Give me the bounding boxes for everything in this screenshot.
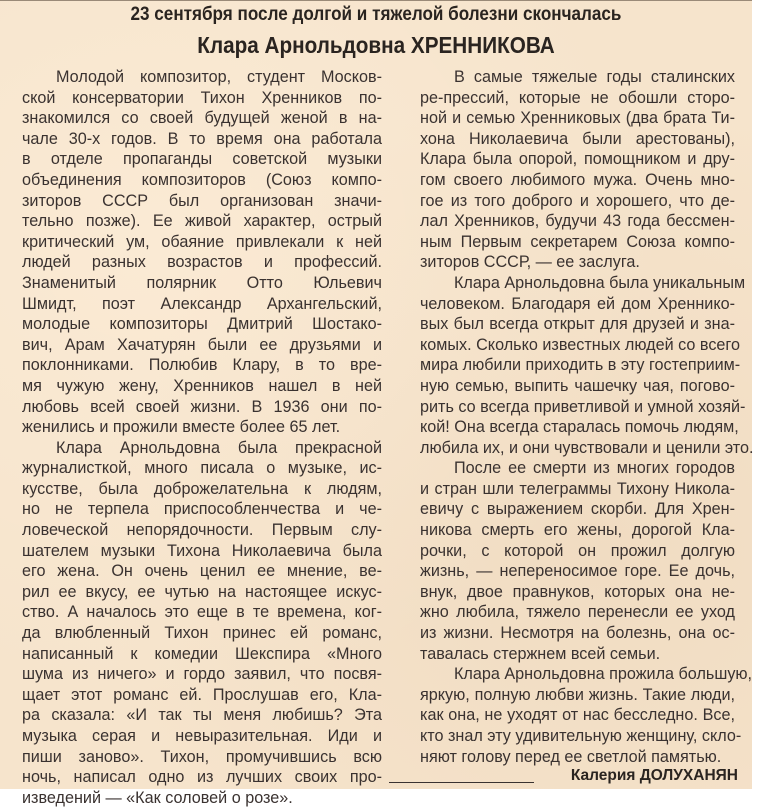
- text-line: тельно позже). Ее живой характер, острый: [22, 212, 382, 231]
- text-line: ловеческой непорядочности. Первым слу-: [22, 521, 382, 540]
- text-line: тавалась стержнем всей семьи.: [420, 644, 661, 663]
- text-line: поклонниками. Полюбив Клару, в то вре-: [22, 356, 382, 375]
- text-line: критический ум, обаяние привлекали к ней: [22, 232, 382, 251]
- text-line: щает этот романс ей. Прослушав его, Кла-: [22, 685, 382, 704]
- text-line: чале 30-х годов. В то время она работала: [22, 129, 382, 148]
- paragraph: [420, 664, 753, 767]
- text-line: рочки, с которой он прожил долгую: [420, 541, 735, 560]
- author-first-name: Калерия: [570, 767, 636, 784]
- text-line: Клара Арнольдовна прожила большую,: [454, 665, 753, 684]
- paragraph: [420, 67, 735, 273]
- text-line: из жизни. Несмотря на болезнь, она ос-: [420, 624, 735, 643]
- text-line: вых был всегда открыт для друзей и зна-: [420, 315, 735, 334]
- text-line: шума из ничего» и гордо заявил, что посвя-: [22, 665, 382, 684]
- text-line: ской консерватории Тихон Хренников по-: [22, 88, 382, 107]
- text-line: Клара Арнольдовна была прекрасной: [56, 438, 382, 457]
- text-line: ре-прессий, которые не обошли сторо-: [420, 88, 735, 107]
- author-last-name: ДОЛУХАНЯН: [639, 767, 738, 784]
- text-line: его жена. Он очень ценил ее мнение, ве-: [22, 562, 382, 581]
- text-line: лал Хренников, будучи 43 года бессмен-: [420, 212, 735, 231]
- text-line: хона Николаевича были арестованы),: [420, 129, 735, 148]
- text-line: мира любили приходить в эту гостеприим-: [420, 356, 741, 375]
- article-kicker: 23 сентября после долгой и тяжелой болезни скончалась: [130, 4, 622, 25]
- text-line: ной и семью Хренниковых (два брата Ти-: [420, 109, 735, 128]
- text-line: женились и прожили вместе более 65 лет.: [22, 418, 341, 437]
- author-name: [571, 767, 738, 785]
- text-line: евичу с выражением скорби. Для Хрен-: [420, 500, 735, 519]
- text-line: Клара Арнольдовна была уникальным: [454, 273, 746, 292]
- text-line: Клара была опорой, помощником и дру-: [420, 150, 735, 169]
- paragraph: [420, 458, 735, 664]
- text-line: вич, Арам Хачатурян были ее друзьями и: [22, 335, 382, 354]
- text-line: кто знал эту удивительную женщину, скло-: [420, 727, 742, 745]
- text-line: музыка серая и невыразительная. Иди и: [22, 727, 382, 745]
- text-line: мя чужую жену, Хренников нашел в ней: [22, 376, 382, 395]
- text-line: любовь всей своей жизни. В 1936 они по-: [22, 397, 382, 416]
- text-line: ство. А началось это еще в те времена, ког-: [22, 603, 382, 622]
- text-line: журналисткой, много писала о музыке, ис-: [22, 459, 382, 478]
- text-line: человеком. Благодаря ей дом Хреннико-: [420, 294, 735, 313]
- paragraph: [420, 273, 754, 458]
- text-line: рить со всегда приветливой и умной хозяй-: [420, 397, 746, 416]
- text-line: Знаменитый полярник Отто Юльевич: [22, 273, 382, 292]
- text-line: изведений — «Как соловей о розе».: [22, 788, 293, 807]
- text-line: яркую, полную любви жизнь. Такие люди,: [420, 685, 735, 704]
- text-line: людей разных возрастов и профессий.: [22, 253, 382, 272]
- text-line: да влюбленный Тихон принес ей романс,: [22, 624, 382, 643]
- signature: [383, 767, 738, 789]
- text-line: молодые композиторы Дмитрий Шостако-: [22, 315, 382, 334]
- text-line: гое из того доброго и хорошего, что де-: [420, 191, 735, 210]
- text-line: объединения композиторов (Союз компо-: [22, 170, 382, 189]
- text-line: кусстве, была доброжелательна к людям,: [22, 479, 382, 498]
- text-line: ра сказала: «И так ты меня любишь? Эта: [22, 706, 382, 725]
- left-column: [22, 67, 382, 808]
- text-line: но не терпела приспособленчества и че-: [22, 500, 382, 519]
- text-line: как она, не уходят от нас бесследно. Все,: [420, 706, 735, 725]
- text-line: После ее смерти из многих городов: [454, 459, 735, 478]
- text-line: ную семью, выпить чашечку чая, погово-: [420, 376, 735, 395]
- signature-rule: [389, 782, 534, 783]
- text-line: любила их, и они чувствовали и ценили это.: [420, 438, 754, 457]
- text-line: шателем музыки Тихона Николаевича была: [22, 541, 382, 560]
- text-line: никова смерть его жены, дорогой Кла-: [420, 521, 735, 540]
- right-column: [420, 67, 754, 767]
- text-line: няют голову перед ее светлой памятью.: [420, 747, 722, 766]
- text-line: внук, двое правнуков, которых она не-: [420, 582, 735, 601]
- text-line: в отделе пропаганды советской музыки: [22, 150, 382, 169]
- text-line: комых. Сколько известных людей со всего: [420, 335, 740, 354]
- paragraph: [22, 67, 382, 438]
- text-line: и стран шли телеграммы Тихону Никола-: [420, 479, 735, 498]
- text-line: Молодой композитор, студент Москов-: [56, 68, 382, 86]
- text-line: знакомился со своей будущей женой в на-: [22, 109, 382, 128]
- text-line: зиторов СССР был организован значи-: [22, 191, 382, 210]
- article-title: Клара Арнольдовна ХРЕННИКОВА: [197, 32, 555, 58]
- text-line: пиши заново». Тихон, промучившись всю: [22, 747, 382, 766]
- text-line: зиторов СССР, — ее заслуга.: [420, 253, 640, 272]
- text-line: написанный к комедии Шекспира «Много: [22, 644, 382, 663]
- text-line: Шмидт, поэт Александр Архангельский,: [22, 294, 382, 313]
- text-line: В самые тяжелые годы сталинских: [454, 68, 735, 86]
- text-line: гом своего любимого мужа. Очень мно-: [420, 170, 735, 189]
- text-line: ночь, написал одно из лучших своих про-: [22, 768, 382, 787]
- text-line: рил ее вкусу, ее чутью на настоящее искус-: [22, 582, 382, 601]
- text-line: жно любила, тяжело перенесли ее уход: [420, 603, 735, 622]
- text-line: кой! Она всегда старалась помочь людям,: [420, 418, 739, 437]
- paragraph: [22, 438, 382, 808]
- text-line: ным Первым секретарем Союза компо-: [420, 232, 735, 251]
- text-line: жизнь, — непереносимое горе. Ее дочь,: [420, 562, 735, 581]
